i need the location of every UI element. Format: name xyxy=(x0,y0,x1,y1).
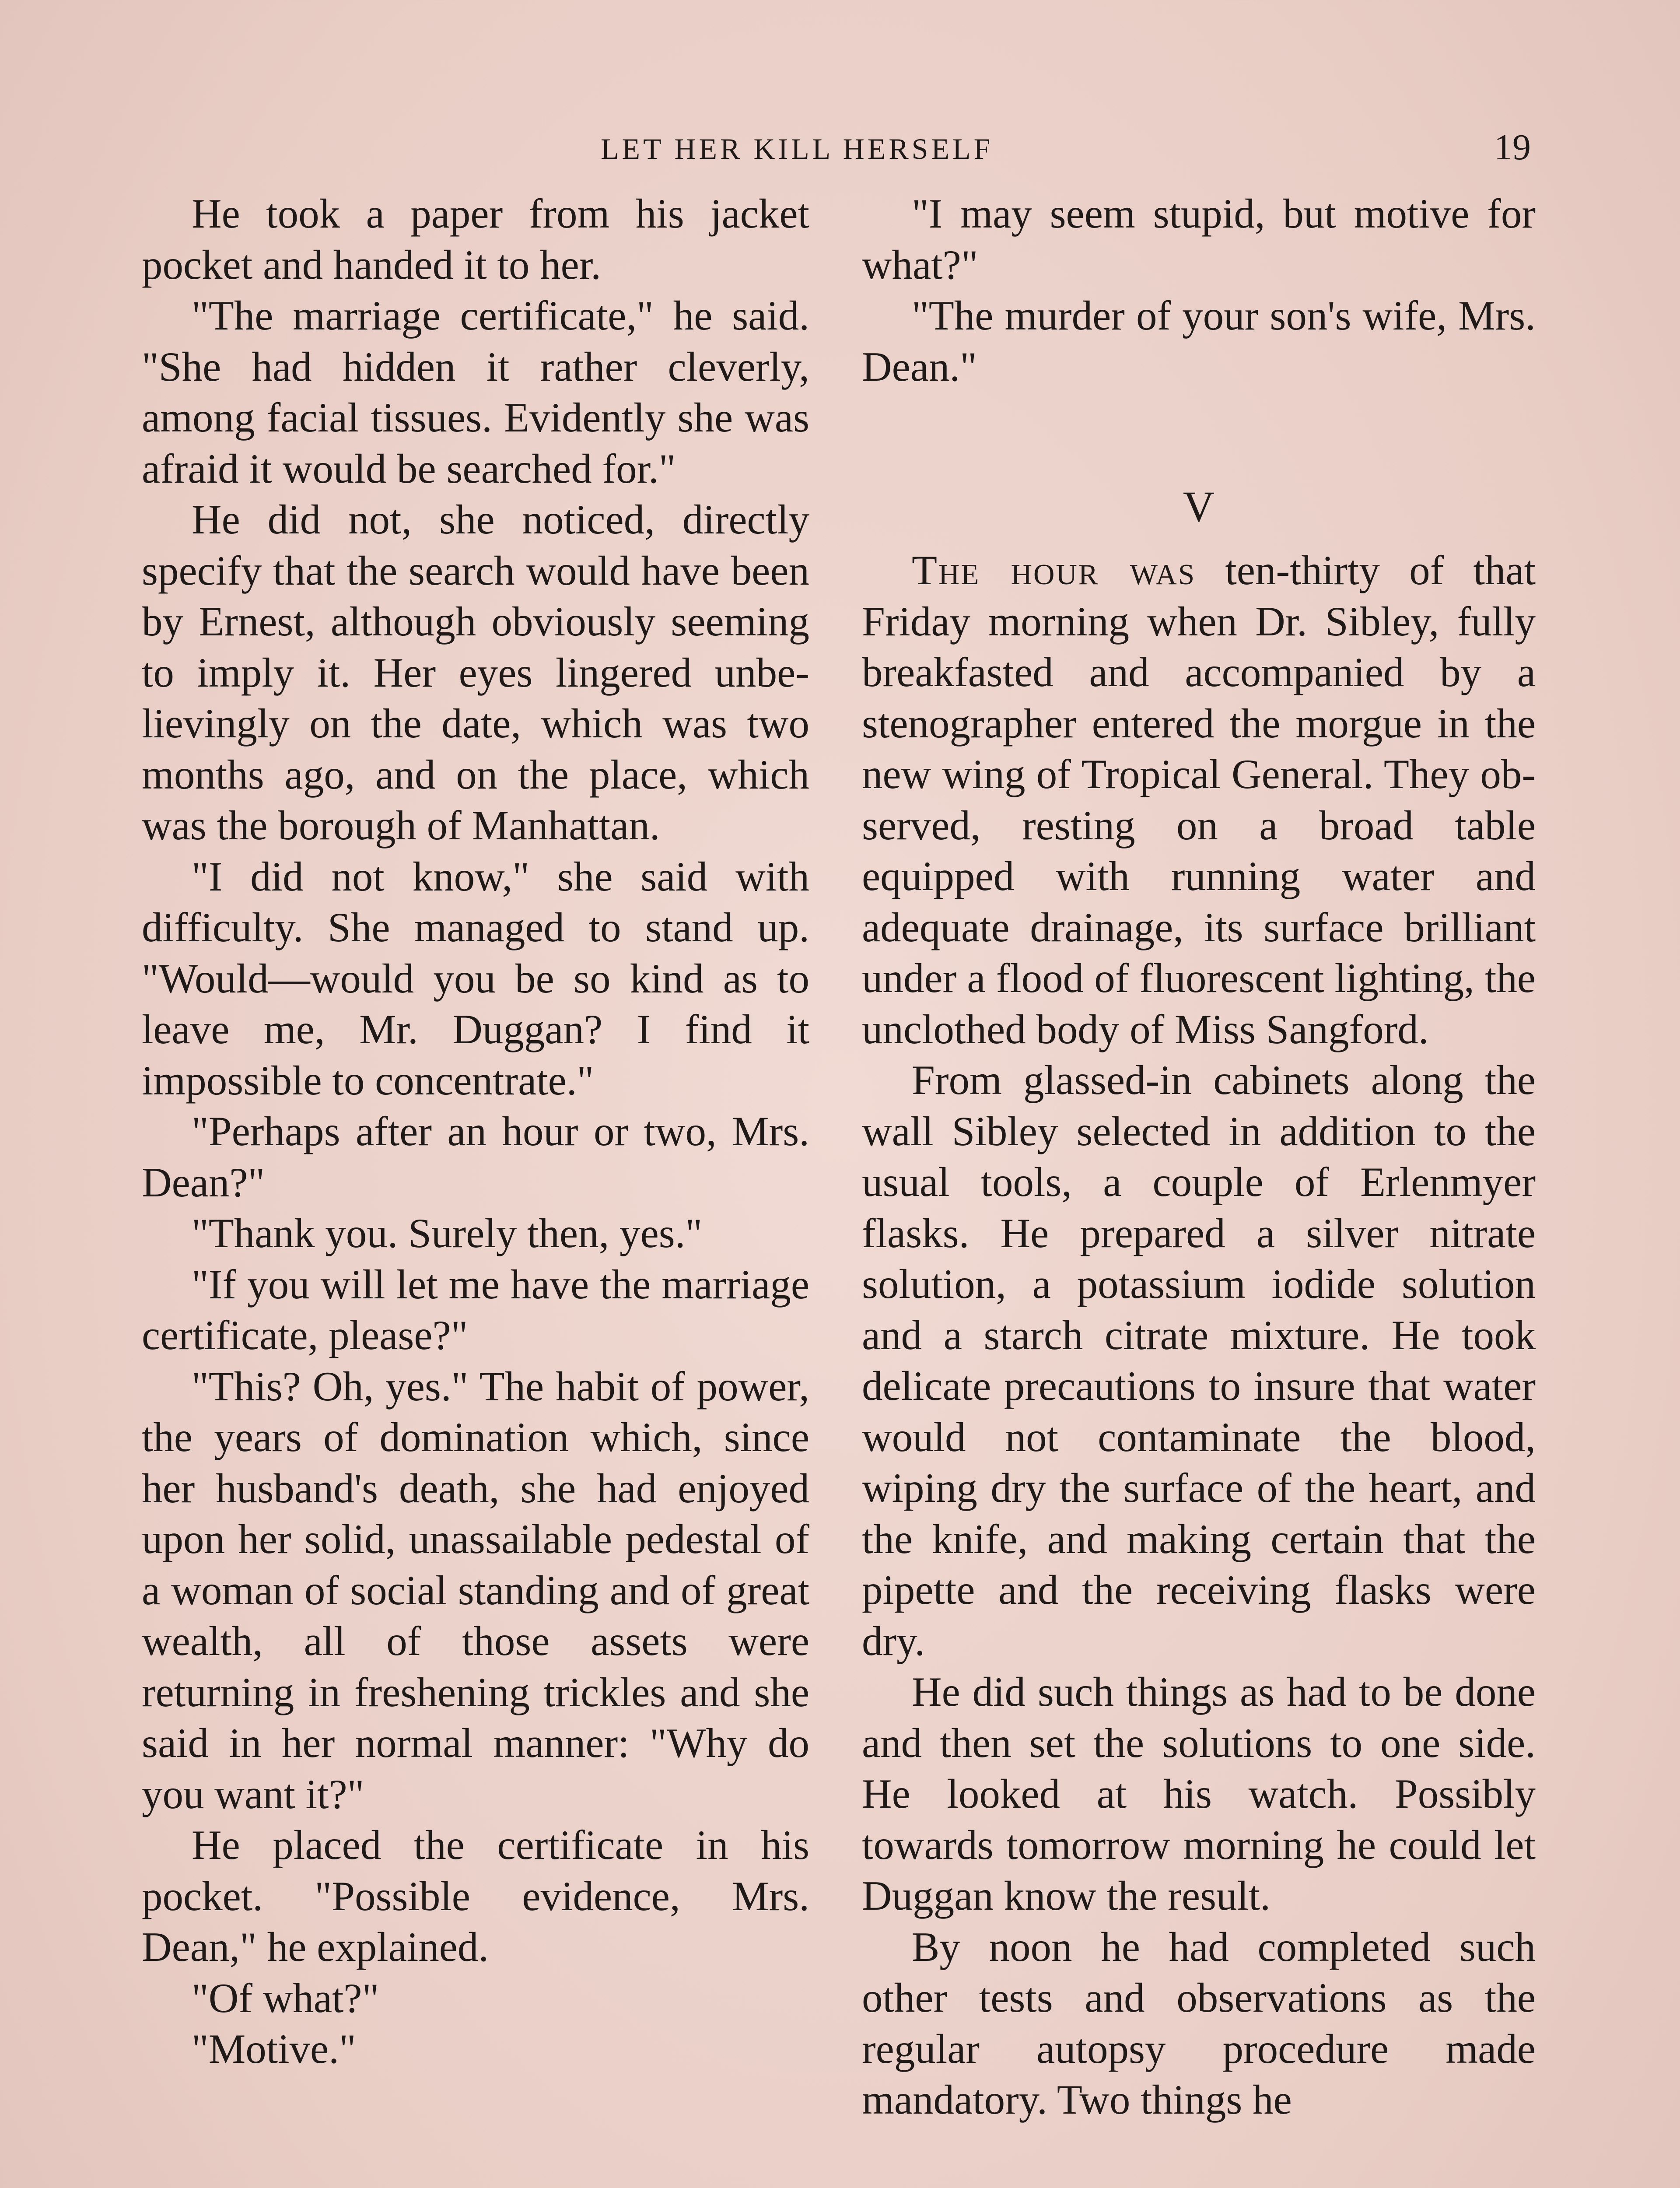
right-column-top xyxy=(862,188,1536,392)
running-title: LET HER KILL HERSELF xyxy=(601,132,994,165)
paragraph: From glassed-in cabinets along the wall Sibley selected in addition to the usual tools, a couple of Erlenmyer flasks. He prepared a silver nitrate solution, a potassium iodide solution and a starch citrate mixture. He took delicate precautions to insure that water would not contaminate the blood, wiping dry the surface of the heart, and the knife, and making certain that the pipette and the receiving flasks were dry. xyxy=(862,1057,1536,1664)
section-body xyxy=(862,545,1536,2125)
paragraph: He took a paper from his jacket pocket and handed it to her. xyxy=(142,190,809,288)
paragraph: "I may seem stupid, but motive for what?" xyxy=(862,190,1536,288)
paragraph: "Of what?" xyxy=(192,1974,379,2021)
paragraph: "The marriage certificate," he said. "She had hidden it rather cleverly, among facial tissues. Evidently she was afraid it would be searched for." xyxy=(142,292,809,492)
paragraph: He did such things as had to be done and then set the solutions to one side. He looked at his watch. Possibly towards tomorrow morning he could let Duggan know the result. xyxy=(862,1669,1536,1919)
paragraph: "The murder of your son's wife, Mrs. Dean." xyxy=(862,292,1536,390)
paragraph: He placed the certificate in his pocket. "Possible evidence, Mrs. Dean," he explained. xyxy=(142,1822,809,1970)
section-heading: V xyxy=(1183,482,1215,531)
section-lead-in: The hour was xyxy=(912,547,1196,593)
section-first-paragraph xyxy=(862,545,1536,1055)
page-number: 19 xyxy=(1494,127,1531,168)
left-column xyxy=(142,188,809,2075)
paragraph: "If you will let me have the marriage certificate, please?" xyxy=(142,1261,809,1358)
paragraph: "This? Oh, yes." The habit of power, the years of domination which, since her husband's death, she had enjoyed upon her solid, unassailable pedestal of a woman of social standing and of great wealth, all of those assets were returning in freshening trickles and she said in her normal manner: "Why do you want it?" xyxy=(142,1363,809,1817)
section-first-paragraph-text: ten-thirty of that Friday morning when Dr. Sibley, fully breakfasted and accompanied by a stenographer entered the morgue in the new wing of Tropical General. They observed, resting on a broad table equipped with running water and adequate drainage, its surface brilliant under a flood of fluorescent lighting, the unclothed body of Miss Sangford. xyxy=(862,547,1536,1052)
paragraph: "I did not know," she said with difficulty. She managed to stand up. "Would—would you be so kind as to leave me, Mr. Duggan? I find it impossible to concentrate." xyxy=(142,853,809,1104)
paragraph: "Thank you. Surely then, yes." xyxy=(192,1210,703,1256)
paragraph: "Motive." xyxy=(192,2026,356,2072)
paragraph: He did not, she noticed, directly specify that the search would have been by Ernest, although obviously seeming to imply it. Her eyes lingered unbelievingly on the date, which was two months ago, and on the place, which was the borough of Manhattan. xyxy=(142,496,809,849)
paragraph: "Perhaps after an hour or two, Mrs. Dean?" xyxy=(142,1108,809,1206)
paragraph: By noon he had completed such other tests and observations as the regular autopsy procedure made mandatory. Two things he xyxy=(862,1923,1536,2123)
